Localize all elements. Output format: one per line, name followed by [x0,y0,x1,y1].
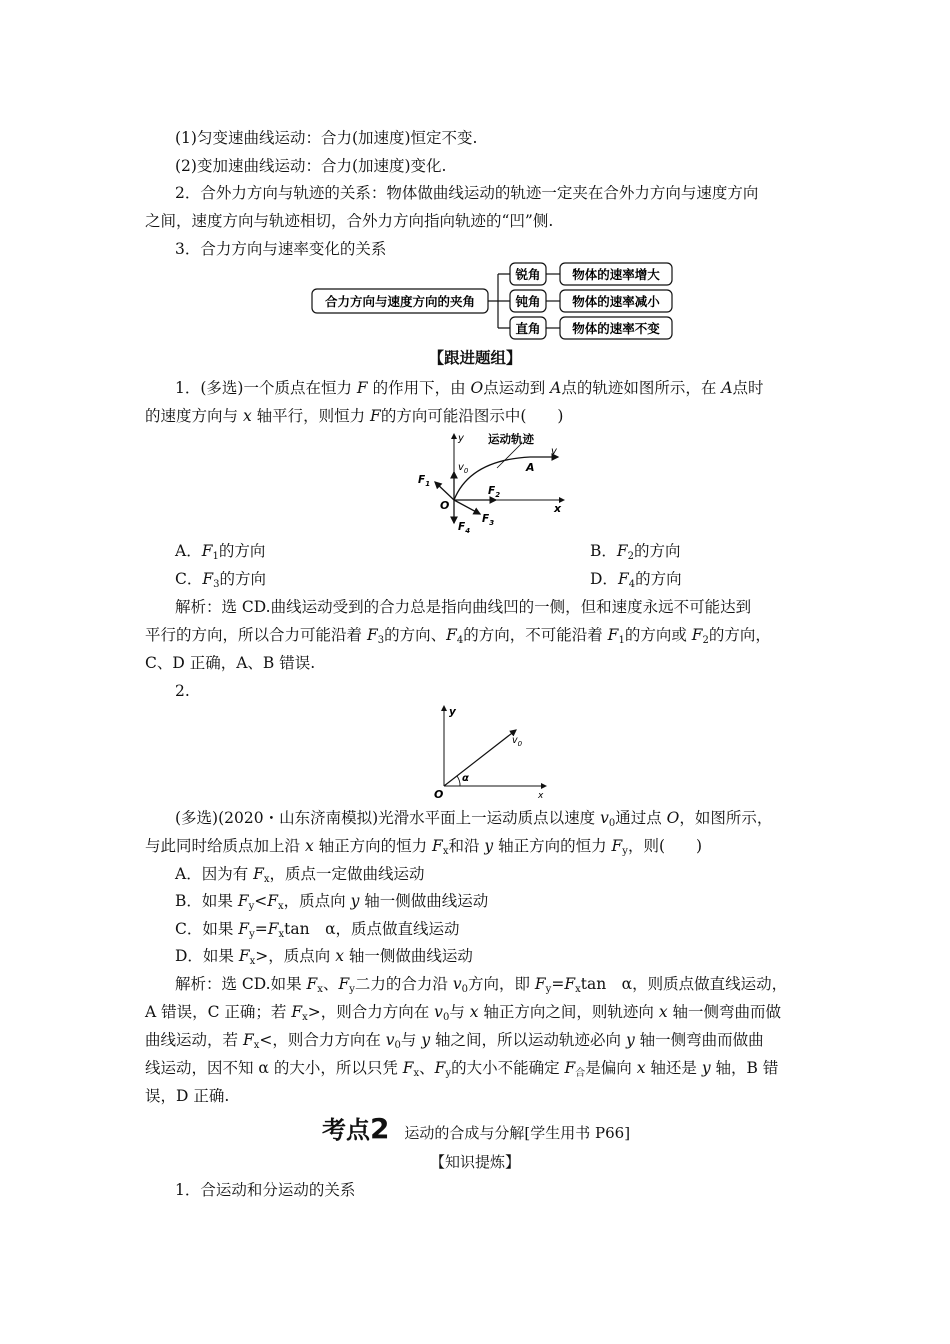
svg-text:α: α [462,773,469,784]
q1-option-d: D．$F_4$的方向 [590,570,682,590]
q2-option-c: C．如果 $F_y=F_x\tan$ α，质点做直线运动 [175,920,460,940]
flow-branch-1 [510,263,672,285]
svg-text:F1: $F_1$ [418,474,431,488]
last-line: 1．合运动和分运动的关系 [175,1181,356,1199]
q2-analysis-line-2: A 错误，C 正确；若 $F_x>$，则合力方向在 $v_0$与 x 轴正方向之间，则轨迹向 x 轴一侧弯曲而做 [145,1003,782,1023]
q1-options-row-1 [175,541,840,567]
text-line-3b: 之间，速度方向与轨迹相切，合外力方向指向轨迹的“凹”侧. [145,212,554,230]
svg-text:v: v [551,446,557,457]
kaodian-label: 考点 [322,1116,370,1144]
q2-option-d: D．如果 $F_x>$，质点向 x 轴一侧做曲线运动 [175,947,473,967]
q1-analysis-line-3: C、D 正确，A、B 错误. [145,654,316,672]
q2-stem-line-2: 与此同时给质点加上沿 x 轴正方向的恒力 $F_x$和沿 y 轴正方向的恒力 $F_y$，则( ) [145,837,703,857]
svg-text:F3: $F_3$ [482,513,495,527]
text-line-4: 3．合力方向与速率变化的关系 [175,240,387,258]
text-line-3a: 2．合外力方向与轨迹的关系：物体做曲线运动的轨迹一定夹在合外力方向与速度方向 [175,184,759,202]
q2-analysis-line-3: 曲线运动，若 $F_x<$，则合力方向在 $v_0$与 y 轴之间，所以运动轨迹必向 y 轴一侧弯曲而做曲 [145,1031,764,1051]
svg-text:O: O [434,788,444,798]
flow-root-label: 合力方向与速度方向的夹角 [324,294,476,309]
text-line-2: (2)变加速曲线运动：合力(加速度)变化. [175,157,447,175]
kaodian-heading [322,1113,742,1149]
svg-text:物体的速率不变: 物体的速率不变 [572,321,660,336]
q2-analysis-line-5: 误，D 正确. [145,1087,230,1105]
text-line-1: (1)匀变速曲线运动：合力(加速度)恒定不变. [175,129,478,147]
svg-text:物体的速率增大: 物体的速率增大 [572,267,660,282]
svg-text:x: x [538,791,544,798]
q1-F1-arrow [435,482,454,500]
q2-analysis-line-1: 解析：选 CD.如果 $F_x$、$F_y$二力的合力沿 $v_0$方向，即 $F_y=F_x\tan$ α，则质点做直线运动， [175,975,788,995]
svg-text:v0: $v_0$ [458,462,469,475]
flow-branch-2 [510,290,672,312]
q1-figure [412,430,574,534]
flow-branch-3 [510,317,672,339]
q1-option-c: C．$F_3$的方向 [175,570,267,590]
q2-angle-arc [457,776,460,786]
q2-option-a: A．因为有 $F_x$，质点一定做曲线运动 [175,865,425,885]
q2-number: 2. [175,682,190,700]
q1-F3-arrow [454,500,480,514]
svg-text:y: y [458,433,464,444]
kaodian-title: 运动的合成与分解[学生用书 P66] [404,1124,631,1142]
q1-trajectory-label: 运动轨迹 [488,432,534,446]
q1-stem-line-1: 1．(多选)一个质点在恒力 F 的作用下，由 O点运动到 A点的轨迹如图所示，在 A点时 [175,379,764,397]
q2-figure [430,702,554,798]
q2-stem-line-1: (多选)(2020・山东济南模拟)光滑水平面上一运动质点以速度 $v_0$通过点 O，如图所示， [175,809,773,829]
svg-text:物体的速率减小: 物体的速率减小 [572,294,660,309]
svg-text:直角: 直角 [515,321,541,336]
svg-text:x: x [554,502,562,515]
q1-stem-line-2: 的速度方向与 x 轴平行，则恒力 F的方向可能沿图示中( ) [145,407,564,425]
q2-analysis-line-4: 线运动，因不知 α 的大小，所以只凭 $F_x$、$F_y$的大小不能确定 $F_合$是偏向 x 轴还是 y 轴，B 错 [145,1059,779,1079]
svg-text:A: A [526,461,535,474]
svg-text:锐角: 锐角 [515,267,541,282]
q1-analysis-line-2: 平行的方向，所以合力可能沿着 $F_3$的方向、$F_4$的方向，不可能沿着 $F_1$的方向或 $F_2$的方向， [145,626,771,646]
q2-v0-arrow [444,730,516,786]
svg-text:钝角: 钝角 [515,294,541,309]
force-speed-diagram [310,262,690,344]
svg-text:F4: $F_4$ [458,521,471,534]
q1-option-a: A．$F_1$的方向 [175,542,266,562]
q1-options-row-2 [175,569,840,595]
svg-text:y: y [449,706,456,718]
svg-text:O: O [440,499,450,512]
kaodian-number: 2 [370,1112,390,1145]
svg-text:v0: $v_0$ [512,735,523,748]
svg-text:F2: $F_2$ [488,485,501,499]
q1-analysis-line-1: 解析：选 CD.曲线运动受到的合力总是指向曲线凹的一侧，但和速度永远不可能达到 [175,598,752,616]
group-title: 【跟进题组】 [428,348,522,367]
knowledge-title: 【知识提炼】 [429,1153,520,1171]
q2-option-b: B．如果 $F_y<F_x$，质点向 y 轴一侧做曲线运动 [175,892,489,912]
q1-option-b: B．$F_2$的方向 [590,542,681,562]
